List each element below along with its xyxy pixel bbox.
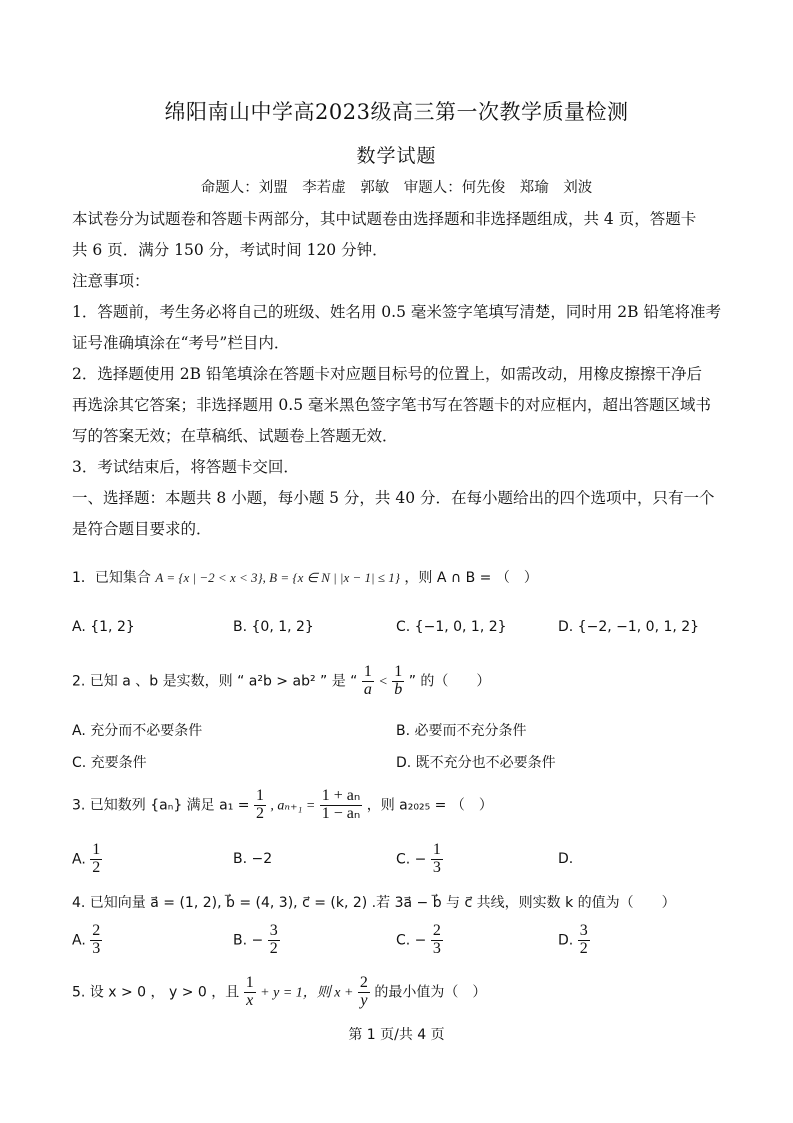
notice-2-line-1: 2．选择题使用 2B 铅笔填涂在答题卡对应题目标号的位置上，如需改动，用橡皮擦擦干净后 — [72, 365, 702, 383]
page-footer: 第 1 页/共 4 页 — [348, 1027, 445, 1043]
q3-option-a[interactable]: A. $\frac{1}{2}$ — [72, 841, 101, 876]
exam-title: 绵阳南山中学高2023级高三第一次教学质量检测 — [164, 100, 629, 124]
q4-option-c[interactable]: C. − $\frac{2}{3}$ — [396, 922, 441, 957]
question-1 — [72, 567, 538, 587]
q3-mid: , aₙ₊₁ = — [270, 798, 316, 814]
q1-option-b[interactable]: B. {0, 1, 2} — [233, 619, 314, 635]
q2-option-b[interactable]: B. 必要而不充分条件 — [396, 723, 527, 739]
intro-line-2: 共 6 页．满分 150 分，考试时间 120 分钟． — [72, 241, 388, 259]
q3-prefix: 3. 已知数列 {aₙ} 满足 a₁ = — [72, 797, 250, 814]
q3-suffix: ，则 a₂₀₂₅ = （ ） — [366, 797, 493, 814]
q2-suffix: ” 的（ ） — [408, 673, 491, 690]
question-5 — [72, 975, 486, 1010]
q5-suffix: 的最小值为（ ） — [374, 984, 487, 1001]
notice-1-line-1: 1．答题前，考生务必将自己的班级、姓名用 0.5 毫米签字笔填写清楚，同时用 2B 铅笔将准考 — [72, 303, 721, 321]
question-2 — [72, 664, 490, 699]
question-4: 4. 已知向量 a⃗ = (1, 2), b⃗ = (4, 3), c⃗ = (k, 2) .若 3a⃗ − b⃗ 与 c⃗ 共线，则实数 k 的值为（ ） — [72, 895, 676, 911]
q2-fraction-1-over-a: $\frac{1}{a}$ — [363, 663, 372, 698]
q1-math: A = {x | −2 < x < 3}, B = {x ∈ N | |x − 1| ≤ 1} — [155, 570, 400, 585]
notice-1-line-2: 证号准确填涂在“考号”栏目内． — [72, 334, 290, 352]
section-heading-line-2: 是符合题目要求的． — [72, 520, 212, 538]
q2-fraction-1-over-b: $\frac{1}{b}$ — [394, 663, 403, 698]
section-heading-line-1: 一、选择题：本题共 8 小题，每小题 5 分，共 40 分．在每小题给出的四个选项中，只有一个 — [72, 489, 715, 507]
notice-2-line-3: 写的答案无效；在草稿纸、试题卷上答题无效． — [72, 427, 398, 445]
q1-prefix: 1．已知集合 — [72, 570, 151, 586]
q2-option-d[interactable]: D. 既不充分也不必要条件 — [396, 755, 556, 771]
q3-a1-fraction: $\frac{1}{2}$ — [255, 787, 264, 822]
q1-option-d[interactable]: D. {−2, −1, 0, 1, 2} — [558, 619, 700, 635]
exam-subtitle: 数学试题 — [356, 145, 437, 167]
intro-line-1: 本试卷分为试题卷和答题卡两部分，其中试题卷由选择题和非选择题组成，共 4 页，答题卡 — [72, 210, 697, 228]
q2-prefix: 2. 已知 a 、b 是实数，则 “ a²b > ab² ” 是 “ — [72, 673, 358, 690]
q3-option-c[interactable]: C. − $\frac{1}{3}$ — [396, 841, 441, 876]
q1-option-c[interactable]: C. {−1, 0, 1, 2} — [396, 619, 507, 635]
q3-option-c-fraction: $\frac{1}{3}$ — [432, 841, 441, 876]
exam-authors: 命题人：刘盟 李若虚 郭敏 审题人：何先俊 郑瑜 刘波 — [200, 180, 593, 196]
q5-fraction-1-over-x: $\frac{1}{x}$ — [245, 974, 254, 1009]
q2-option-c[interactable]: C. 充要条件 — [72, 755, 147, 771]
q3-option-d[interactable]: D. — [558, 851, 574, 867]
notice-2-line-2: 再选涂其它答案；非选择题用 0.5 毫米黑色签字笔书写在答题卡的对应框内，超出答题区域书 — [72, 396, 712, 414]
q3-option-b[interactable]: B. −2 — [233, 851, 273, 867]
q4-option-d[interactable]: D. $\frac{3}{2}$ — [558, 922, 588, 957]
q1-option-a[interactable]: A. {1, 2} — [72, 619, 135, 635]
q2-option-a[interactable]: A. 充分而不必要条件 — [72, 723, 203, 739]
q4-option-c-fraction: $\frac{2}{3}$ — [432, 922, 441, 957]
q4-option-a[interactable]: A. $\frac{2}{3}$ — [72, 922, 101, 957]
notice-title: 注意事项： — [72, 272, 150, 290]
q5-fraction-2-over-y: $\frac{2}{y}$ — [359, 974, 368, 1009]
q4-option-d-fraction: $\frac{3}{2}$ — [579, 922, 588, 957]
q3-option-a-fraction: $\frac{1}{2}$ — [92, 841, 101, 876]
q4-option-a-fraction: $\frac{2}{3}$ — [92, 922, 101, 957]
q1-suffix: ，则 A ∩ B = （ ） — [404, 570, 538, 586]
q5-prefix: 5. 设 x > 0 ， y > 0 ，且 — [72, 984, 240, 1001]
q2-less-than: < — [378, 674, 388, 690]
question-3 — [72, 788, 493, 823]
q4-option-b-fraction: $\frac{3}{2}$ — [269, 922, 278, 957]
q5-mid: + y = 1，则 x + — [260, 985, 354, 1001]
q3-recurrence-fraction: $\frac{\text{1 + aₙ}}{\text{1 − aₙ}}$ — [321, 787, 361, 822]
q4-option-b[interactable]: B. − $\frac{3}{2}$ — [233, 922, 278, 957]
notice-3: 3．考试结束后，将答题卡交回． — [72, 458, 299, 476]
